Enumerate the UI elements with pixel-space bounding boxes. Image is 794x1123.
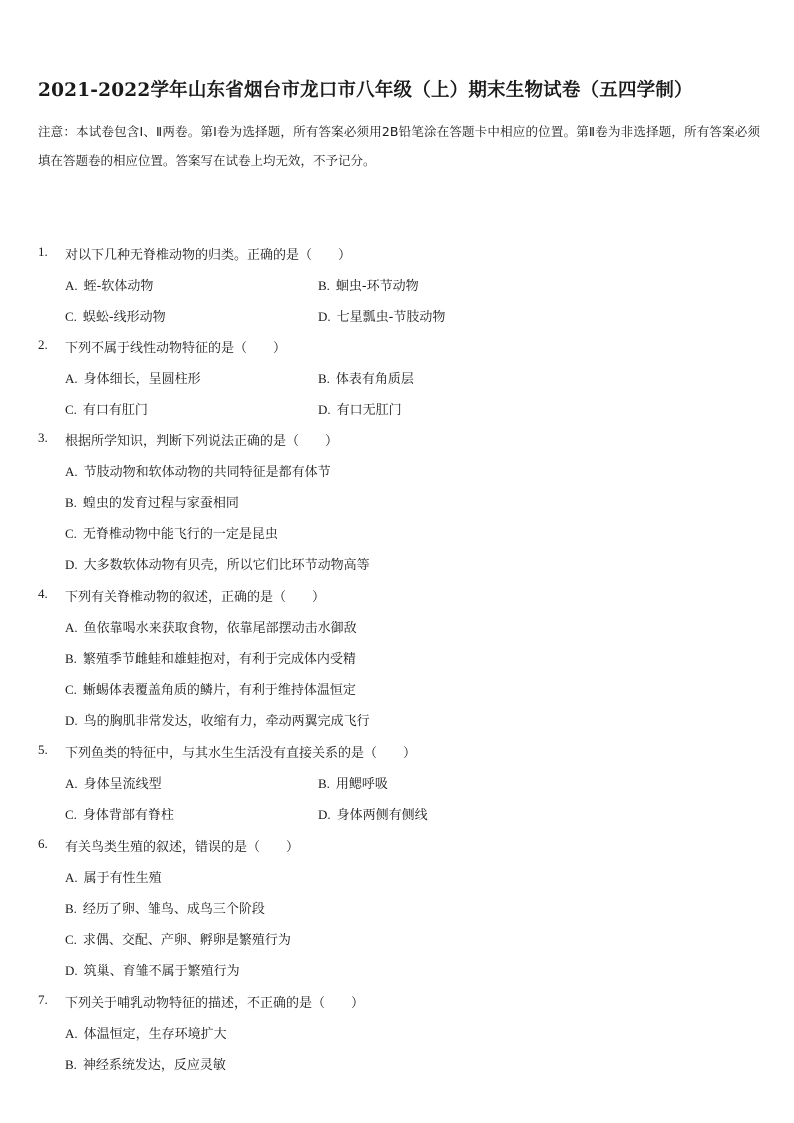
question-number: 1. xyxy=(38,244,48,259)
option-b: B. 体表有角质层 xyxy=(318,371,414,387)
question-stem: 根据所学知识，判断下列说法正确的是（ ） xyxy=(65,434,339,449)
question-number: 2. xyxy=(38,337,48,352)
question-number: 3. xyxy=(38,430,48,445)
option-c: C. 无脊椎动物中能飞行的一定是昆虫 xyxy=(65,526,278,542)
question-number: 5. xyxy=(38,742,48,757)
option-d: D. 大多数软体动物有贝壳，所以它们比环节动物高等 xyxy=(65,557,370,573)
option-b: B. 蝗虫的发育过程与家蚕相同 xyxy=(65,495,239,511)
option-b: B. 蛔虫-环节动物 xyxy=(318,278,419,294)
question-number: 6. xyxy=(38,836,48,851)
option-b: B. 繁殖季节雌蛙和雄蛙抱对，有利于完成体内受精 xyxy=(65,651,356,667)
question-stem: 下列关于哺乳动物特征的描述，不正确的是（ ） xyxy=(65,996,365,1011)
option-c: C. 有口有肛门 xyxy=(65,402,148,418)
option-a: A. 身体呈流线型 xyxy=(65,776,162,792)
option-b: B. 经历了卵、雏鸟、成鸟三个阶段 xyxy=(65,901,265,917)
option-d: D. 七星瓢虫-节肢动物 xyxy=(318,309,446,325)
question-stem: 下列有关脊椎动物的叙述，正确的是（ ） xyxy=(65,590,326,605)
option-d: D. 有口无肛门 xyxy=(318,402,402,418)
exam-notice: 注意：本试卷包含Ⅰ、Ⅱ两卷。第Ⅰ卷为选择题，所有答案必须用2B铅笔涂在答题卡中相应的位置。第Ⅱ卷为非选择题，所有答案必须填在答题卷的相应位置。答案写在试卷上均无效，不予记分。 xyxy=(38,124,760,168)
option-a: A. 鱼依靠喝水来获取食物，依靠尾部摆动击水御敌 xyxy=(65,620,357,636)
option-a: A. 属于有性生殖 xyxy=(65,870,162,886)
question-stem: 下列不属于线性动物特征的是（ ） xyxy=(65,341,287,356)
option-c: C. 身体背部有脊柱 xyxy=(65,807,174,823)
option-d: D. 筑巢、育雏不属于繁殖行为 xyxy=(65,963,240,979)
option-b: B. 用鳃呼吸 xyxy=(318,776,388,792)
option-d: D. 鸟的胸肌非常发达，收缩有力，牵动两翼完成飞行 xyxy=(65,713,370,729)
question-number: 4. xyxy=(38,586,48,601)
option-c: C. 求偶、交配、产卵、孵卵是繁殖行为 xyxy=(65,932,291,948)
question-stem: 对以下几种无脊椎动物的归类。正确的是（ ） xyxy=(65,248,352,263)
option-c: C. 蜥蜴体表覆盖角质的鳞片，有利于维持体温恒定 xyxy=(65,682,356,698)
option-c: C. 蜈蚣-线形动物 xyxy=(65,309,166,325)
question-stem: 下列鱼类的特征中，与其水生生活没有直接关系的是（ ） xyxy=(65,746,417,761)
option-a: A. 体温恒定，生存环境扩大 xyxy=(65,1026,227,1042)
option-d: D. 身体两侧有侧线 xyxy=(318,807,428,823)
option-a: A. 蛭-软体动物 xyxy=(65,278,154,294)
question-stem: 有关鸟类生殖的叙述，错误的是（ ） xyxy=(65,840,300,855)
question-number: 7. xyxy=(38,992,48,1007)
exam-title: 2021-2022学年山东省烟台市龙口市八年级（上）期末生物试卷（五四学制） xyxy=(38,80,693,101)
option-a: A. 身体细长，呈圆柱形 xyxy=(65,371,201,387)
option-a: A. 节肢动物和软体动物的共同特征是都有体节 xyxy=(65,464,331,480)
option-b: B. 神经系统发达，反应灵敏 xyxy=(65,1057,226,1073)
